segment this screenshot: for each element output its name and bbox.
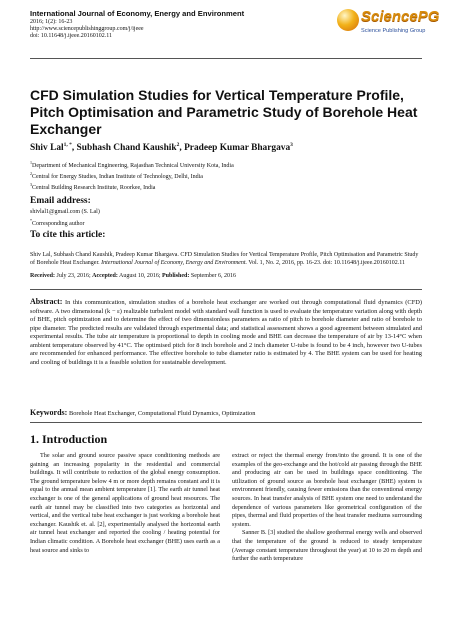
intro-left-column (30, 452, 220, 555)
received-label: Received: (30, 273, 55, 279)
affiliation (30, 159, 234, 170)
corresponding-note: *Corresponding author (30, 218, 85, 227)
citation-journal: International Journal of Economy, Energy and Environment. (101, 260, 248, 266)
journal-issue: 2016; 1(2): 16-23 (30, 19, 73, 25)
published-date: September 6, 2016 (190, 273, 237, 279)
affiliation (30, 181, 155, 192)
author-name: Subhash Chand Kaushik (76, 143, 177, 154)
paragraph: extract or reject the thermal energy from/into the ground. It is one of the examples of the geo-exchange and the hot/cold air passing through the BHE and producing air can be used in buildings space conditioning. The utilization of ground source as borehole heat exchanger (BHE) system is environment friendly, causing fewer emissions than the conventional energy sources. In heat transfer analysis of BHE system one need to understand the dependence of various parameters like geometrical configuration of the pipes, thermal and fluid properties of the heat transfer mediums surrounding system. (232, 452, 422, 528)
cite-heading: To cite this article: (30, 230, 106, 240)
author-sup: 1, * (63, 142, 72, 148)
citation-text (30, 251, 422, 267)
author-sup: 2 (176, 142, 180, 148)
logo-subtitle: Science Publishing Group (361, 28, 426, 34)
affiliation-sup: 3 (30, 182, 32, 187)
affiliation-text: Central for Energy Studies, Indian Institute of Technology, Delhi, India (32, 174, 203, 180)
keywords-label: Keywords: (30, 408, 68, 417)
abstract-top-divider (30, 289, 422, 290)
journal-url[interactable]: http://www.sciencepublishinggroup.com/j/ijeee (30, 26, 144, 33)
email-heading: Email address: (30, 196, 91, 206)
author-list: Shiv Lal$^{1, *}$, Subhash Chand Kaushik$^2$, Pradeep Kumar Bhargava$^3$ (30, 142, 293, 154)
journal-doi[interactable]: doi: 10.11648/j.ijeee.20160102.11 (30, 33, 113, 40)
globe-icon (337, 9, 359, 31)
sciencepg-logo (337, 6, 440, 46)
accepted-date: August 10, 2016; (119, 273, 161, 279)
email-address[interactable]: shivlal1@gmail.com (S. Lal) (30, 209, 100, 215)
keywords-text: Borehole Heat Exchanger, Computational Fluid Dynamics, Optimization (68, 410, 256, 417)
paragraph: Sanner B. [3] studied the shallow geothermal energy wells and observed that the temperature of the ground is reduced to steady temperature (Average constant temperature throughout the year) at 10 to 20 m depth and further the earth temperature (232, 529, 422, 563)
logo-name: SciencePG (361, 8, 440, 25)
affiliation-sup: 1 (30, 160, 32, 165)
author-sup: 3 (290, 142, 293, 148)
intro-right-column (232, 452, 422, 564)
author-name: Pradeep Kumar Bhargava (184, 143, 291, 154)
article-title: CFD Simulation Studies for Vertical Temperature Profile, Pitch Optimisation and Parametric Study of Borehole Heat Exchanger (30, 87, 418, 137)
accepted-label: Accepted: (92, 273, 118, 279)
abstract-text: In this communication, simulation studies of a borehole heat exchanger are worked out through computational fluid dynamics (CFD) software. A two dimensional (k − ε) realizable turbulent model with standard wall function is used to evaluate the temperature variation along with depth of BHE, pitch optimization and to determine the effect of two dimensionless parameters as ratio of pitch to borehole diameter and ratio of borehole to pipe diameter. The predicted results are validated through experimental data; and statistical assessment shows a good agreement between simulated and experimental results. The tube air temperature is proportional to depth in cooling mode and BHE can decrease the temperature of air by 13-14°C when ambient temperature observed by 41°C. The optimised pitch for 8 inch borehole and 2 inch diameter U-tube is found to be 4 inch, however two U-tubes are recommended for enhanced performance. The effective borehole to tube diameter ratio is estimated by 4. The BHE system can be used for heating and cooling of buildings it is a feasible solution for sustainable development. (30, 299, 422, 366)
received-date: July 23, 2016; (56, 273, 91, 279)
affiliation-text: Central Building Research Institute, Roorkee, India (32, 185, 156, 191)
published-label: Published: (162, 273, 190, 279)
citation-main: Shiv Lal, Subhash Chand Kaushik, Pradeep Kumar Bhargava. CFD Simulation Studies for Vertical Temperature Profile, Pitch Optimisation and Parametric Study of Borehole Heat Exchanger. (30, 252, 419, 266)
journal-name: International Journal of Economy, Energy and Environment (30, 9, 245, 18)
affiliation-sup: 2 (30, 171, 32, 176)
keywords-bottom-divider (30, 422, 422, 423)
citation-tail: Vol. 1, No. 2, 2016, pp. 16-23. doi: 10.11648/j.ijeee.20160102.11 (248, 260, 406, 266)
journal-header (30, 9, 310, 41)
corresponding-text: Corresponding author (32, 221, 85, 227)
keywords (30, 408, 422, 417)
paragraph: The solar and ground source passive space conditioning methods are gaining an increasing popularity in the residential and commercial buildings. It will contribute to reduction of the global energy consumption. The ground temperature below 4 m or more depth remains constant and it is equal to the annual mean ambient temperature [1]. The earth air tunnel heat exchanger is one of the general applications of ground heat resources. The earth air tunnel may be classified into two categories as horizontal and vertical, and the vertical tube heat exchanger is just working a borehole heat exchanger. Kaushik et. al. [2], experimentally analysed the horizontal earth air tunnel heat exchanger and reported the cooling / heating potential for Indian climatic condition. A Borehole heat exchanger (BHE) uses earth as a heat source and sinks to (30, 452, 220, 554)
affiliation (30, 170, 203, 181)
header-divider (30, 58, 422, 59)
affiliation-text: Department of Mechanical Engineering, Rajasthan Technical University Kota, India (32, 163, 234, 169)
abstract (30, 298, 422, 367)
abstract-label: Abstract: (30, 297, 63, 306)
article-dates (30, 273, 236, 279)
author-name: Shiv Lal (30, 143, 64, 154)
introduction-heading: 1. Introduction (30, 432, 108, 446)
